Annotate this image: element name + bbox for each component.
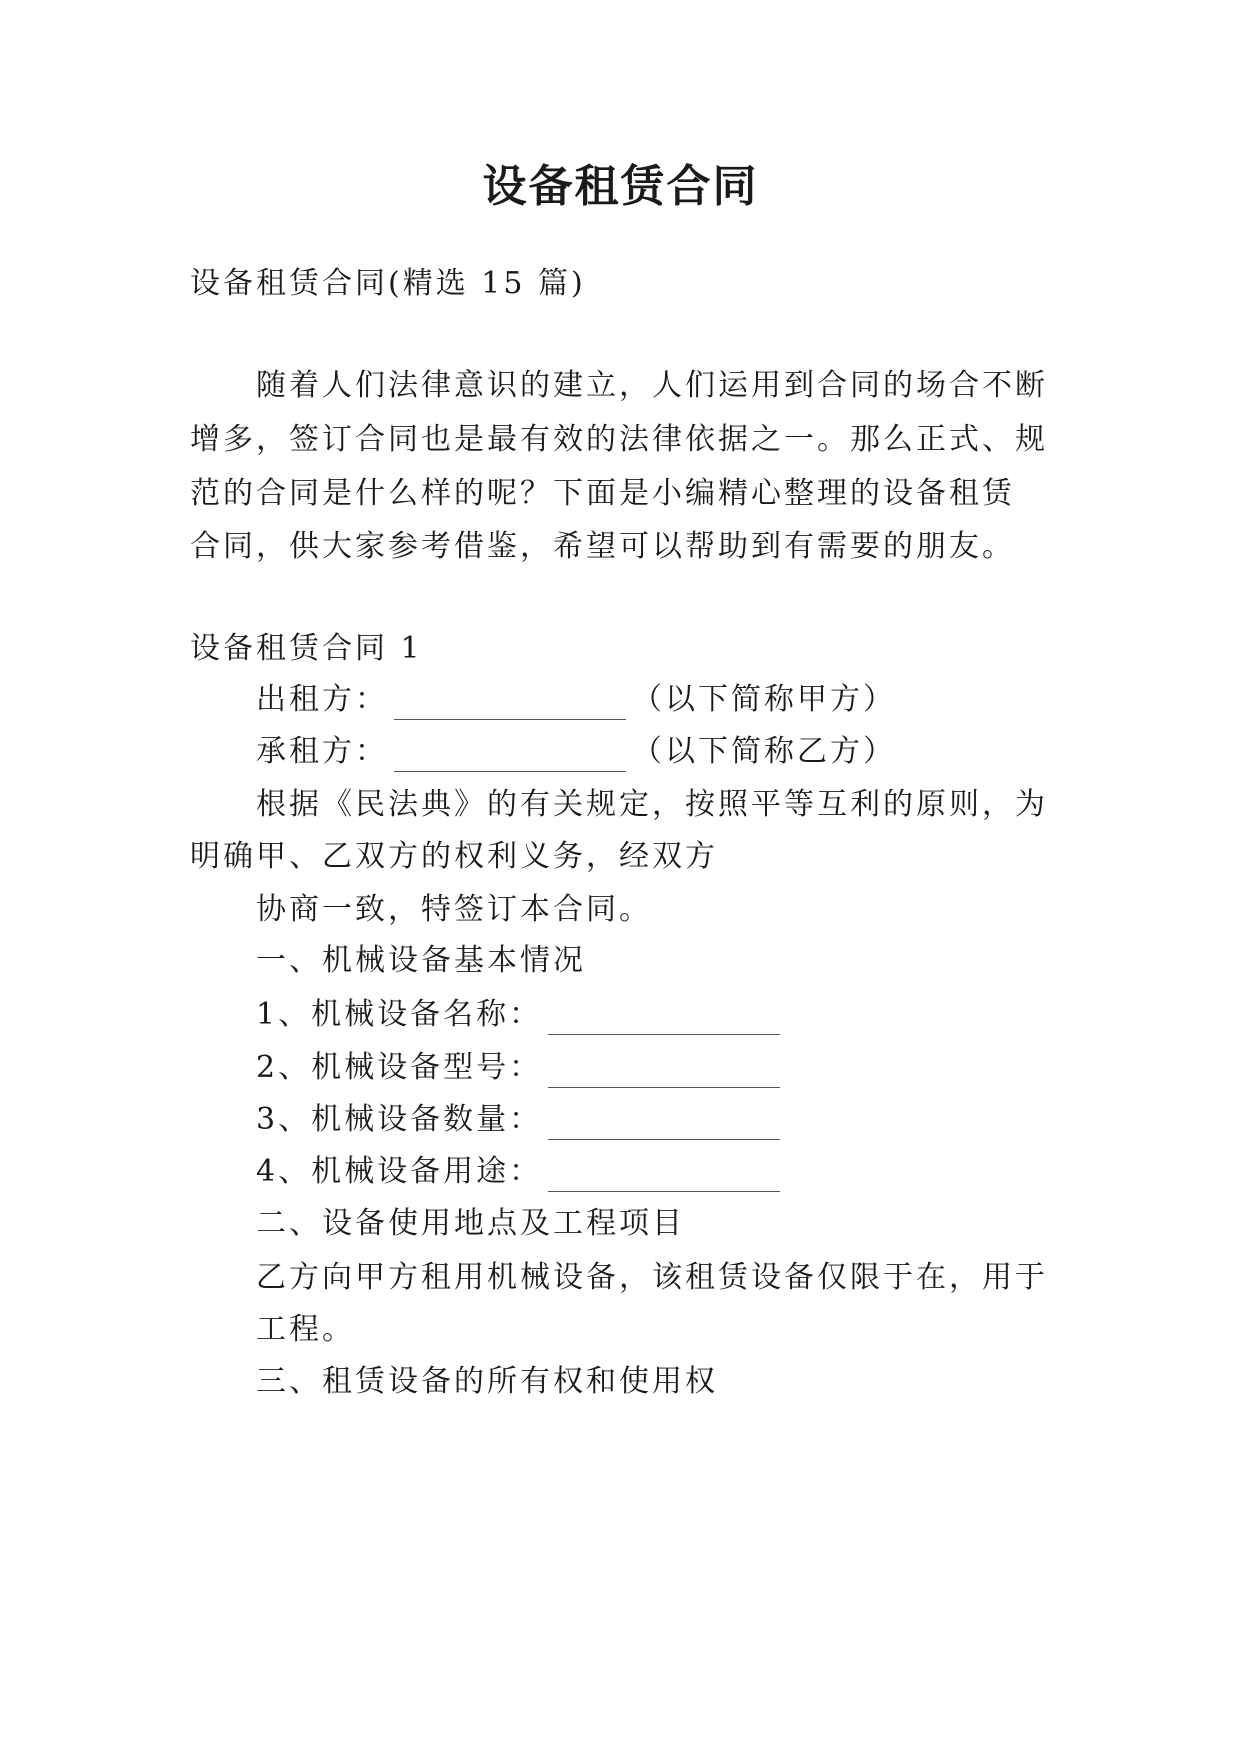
intro-line-2: 增多，签订合同也是最有效的法律依据之一。那么正式、规 <box>190 422 1048 457</box>
equipment-quantity-blank[interactable] <box>548 1103 780 1140</box>
lessor-label: 出租方： <box>256 682 388 717</box>
basis-line-3: 协商一致，特签订本合同。 <box>256 892 652 927</box>
equipment-name-line <box>256 995 786 1035</box>
intro-line-4: 合同，供大家参考借鉴，希望可以帮助到有需要的朋友。 <box>190 529 1015 564</box>
equipment-name-blank[interactable] <box>548 998 780 1035</box>
intro-line-3: 范的合同是什么样的呢？下面是小编精心整理的设备租赁 <box>190 476 1015 511</box>
lessee-suffix: （以下简称乙方） <box>632 734 896 769</box>
section-2-heading: 二、设备使用地点及工程项目 <box>256 1206 685 1241</box>
location-line-2: 工程。 <box>256 1312 355 1347</box>
basis-line-1: 根据《民法典》的有关规定，按照平等互利的原则，为 <box>256 787 1048 822</box>
document-title: 设备租赁合同 <box>482 161 759 212</box>
location-line-1: 乙方向甲方租用机械设备，该租赁设备仅限于在，用于 <box>256 1260 1048 1295</box>
basis-line-2: 明确甲、乙双方的权利义务，经双方 <box>190 839 718 874</box>
lessee-blank[interactable] <box>394 735 626 772</box>
intro-line-1: 随着人们法律意识的建立，人们运用到合同的场合不断 <box>256 368 1048 403</box>
lessor-blank[interactable] <box>394 683 626 720</box>
equipment-usage-blank[interactable] <box>548 1155 780 1192</box>
equipment-model-line <box>256 1048 786 1088</box>
equipment-model-label: 2、机械设备型号： <box>256 1050 543 1085</box>
equipment-usage-line <box>256 1152 786 1192</box>
lessee-label: 承租方： <box>256 734 388 769</box>
contract-heading: 设备租赁合同 1 <box>190 631 423 666</box>
section-1-heading: 一、机械设备基本情况 <box>256 943 586 978</box>
lessor-suffix: （以下简称甲方） <box>632 682 896 717</box>
lessor-line <box>256 680 896 720</box>
lessee-line <box>256 732 896 772</box>
section-3-heading: 三、租赁设备的所有权和使用权 <box>256 1364 718 1399</box>
equipment-quantity-line <box>256 1100 786 1140</box>
document-subtitle: 设备租赁合同(精选 15 篇) <box>190 266 586 301</box>
equipment-usage-label: 4、机械设备用途： <box>256 1154 543 1189</box>
equipment-model-blank[interactable] <box>548 1051 780 1088</box>
equipment-name-label: 1、机械设备名称： <box>256 997 543 1032</box>
equipment-quantity-label: 3、机械设备数量： <box>256 1102 543 1137</box>
